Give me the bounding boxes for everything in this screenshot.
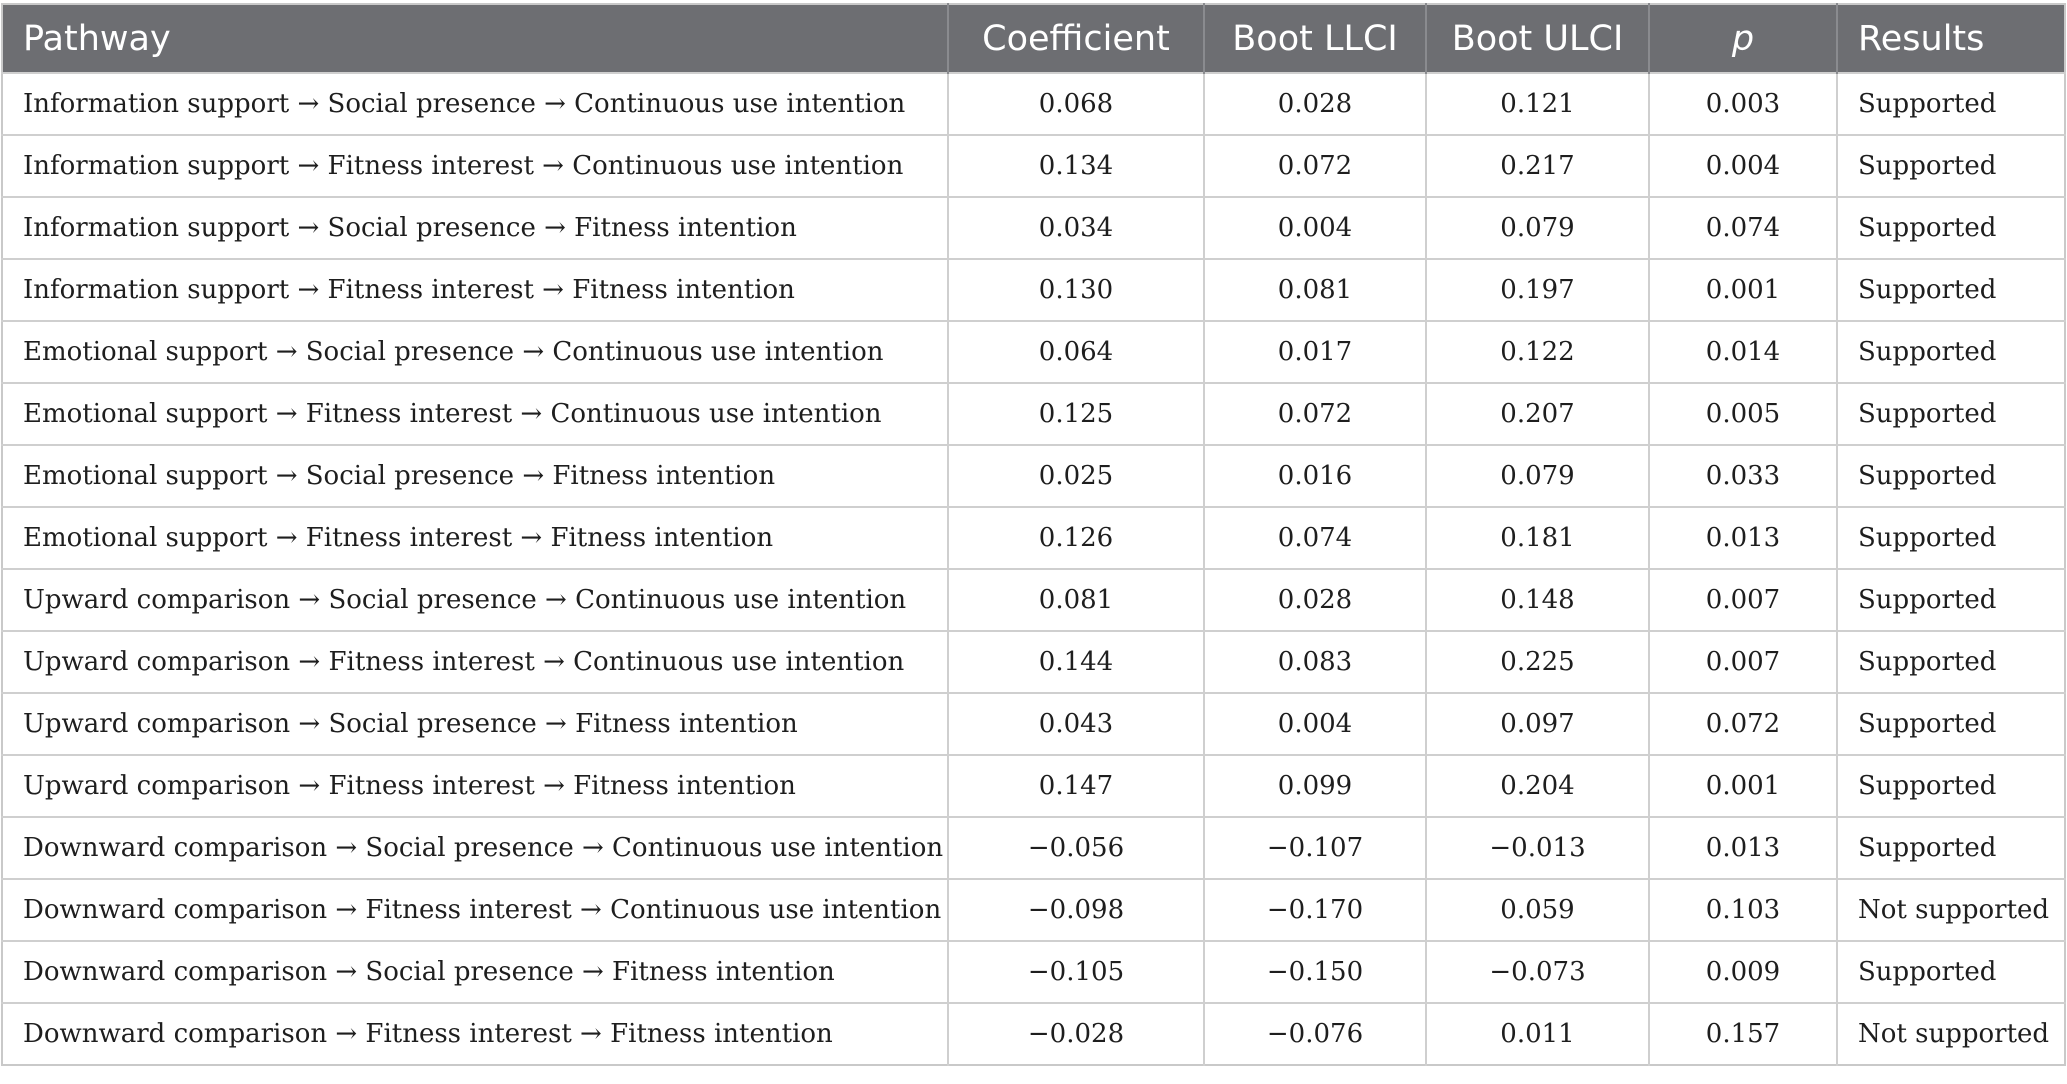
coefficient-cell: −0.098 (948, 879, 1204, 941)
pathway-cell: Downward comparison → Social presence → Continuous use intention (2, 817, 948, 879)
result-cell: Supported (1837, 631, 2065, 693)
coefficient-cell: 0.034 (948, 197, 1204, 259)
coefficient-cell: 0.081 (948, 569, 1204, 631)
table-body (2, 73, 2065, 1065)
boot-llci-cell: 0.004 (1204, 197, 1426, 259)
coefficient-cell: 0.144 (948, 631, 1204, 693)
boot-ulci-cell: 0.181 (1426, 507, 1649, 569)
header-boot-llci: Boot LLCI (1204, 4, 1426, 73)
p-value-cell: 0.009 (1649, 941, 1837, 1003)
p-value-cell: 0.007 (1649, 569, 1837, 631)
boot-llci-cell: 0.017 (1204, 321, 1426, 383)
pathway-cell: Emotional support → Fitness interest → Continuous use intention (2, 383, 948, 445)
result-cell: Not supported (1837, 879, 2065, 941)
table-row (2, 135, 2065, 197)
boot-llci-cell: 0.099 (1204, 755, 1426, 817)
boot-ulci-cell: −0.013 (1426, 817, 1649, 879)
table-row (2, 445, 2065, 507)
coefficient-cell: 0.130 (948, 259, 1204, 321)
boot-ulci-cell: 0.011 (1426, 1003, 1649, 1065)
table-row (2, 197, 2065, 259)
boot-llci-cell: 0.016 (1204, 445, 1426, 507)
p-value-cell: 0.013 (1649, 507, 1837, 569)
table-row (2, 321, 2065, 383)
p-value-cell: 0.001 (1649, 755, 1837, 817)
result-cell: Supported (1837, 755, 2065, 817)
pathway-cell: Upward comparison → Fitness interest → Continuous use intention (2, 631, 948, 693)
boot-llci-cell: −0.170 (1204, 879, 1426, 941)
result-cell: Supported (1837, 507, 2065, 569)
table-row (2, 879, 2065, 941)
result-cell: Not supported (1837, 1003, 2065, 1065)
coefficient-cell: −0.105 (948, 941, 1204, 1003)
coefficient-cell: 0.126 (948, 507, 1204, 569)
coefficient-cell: −0.056 (948, 817, 1204, 879)
pathway-cell: Emotional support → Fitness interest → Fitness intention (2, 507, 948, 569)
boot-ulci-cell: 0.217 (1426, 135, 1649, 197)
coefficient-cell: 0.043 (948, 693, 1204, 755)
pathway-cell: Downward comparison → Fitness interest → Fitness intention (2, 1003, 948, 1065)
pathway-cell: Downward comparison → Fitness interest → Continuous use intention (2, 879, 948, 941)
boot-ulci-cell: 0.148 (1426, 569, 1649, 631)
p-value-cell: 0.005 (1649, 383, 1837, 445)
coefficient-cell: 0.025 (948, 445, 1204, 507)
boot-llci-cell: 0.072 (1204, 135, 1426, 197)
header-row (2, 4, 2065, 73)
p-value-cell: 0.003 (1649, 73, 1837, 135)
table-row (2, 631, 2065, 693)
result-cell: Supported (1837, 321, 2065, 383)
result-cell: Supported (1837, 569, 2065, 631)
coefficient-cell: 0.125 (948, 383, 1204, 445)
boot-ulci-cell: 0.079 (1426, 197, 1649, 259)
table-row (2, 383, 2065, 445)
boot-llci-cell: 0.028 (1204, 569, 1426, 631)
boot-llci-cell: −0.150 (1204, 941, 1426, 1003)
result-cell: Supported (1837, 817, 2065, 879)
table-container (0, 3, 2067, 1066)
boot-llci-cell: 0.028 (1204, 73, 1426, 135)
p-value-cell: 0.074 (1649, 197, 1837, 259)
boot-llci-cell: 0.004 (1204, 693, 1426, 755)
header-boot-ulci: Boot ULCI (1426, 4, 1649, 73)
boot-ulci-cell: 0.225 (1426, 631, 1649, 693)
boot-llci-cell: −0.107 (1204, 817, 1426, 879)
boot-llci-cell: 0.081 (1204, 259, 1426, 321)
table-row (2, 569, 2065, 631)
boot-ulci-cell: 0.197 (1426, 259, 1649, 321)
header-coefficient: Coefficient (948, 4, 1204, 73)
table-row (2, 507, 2065, 569)
table-row (2, 755, 2065, 817)
result-cell: Supported (1837, 445, 2065, 507)
table-row (2, 73, 2065, 135)
table-row (2, 259, 2065, 321)
boot-ulci-cell: −0.073 (1426, 941, 1649, 1003)
mediation-results-table (1, 3, 2066, 1066)
p-value-cell: 0.014 (1649, 321, 1837, 383)
table-row (2, 941, 2065, 1003)
pathway-cell: Upward comparison → Social presence → Fitness intention (2, 693, 948, 755)
p-value-cell: 0.004 (1649, 135, 1837, 197)
boot-llci-cell: 0.083 (1204, 631, 1426, 693)
boot-ulci-cell: 0.059 (1426, 879, 1649, 941)
table-row (2, 693, 2065, 755)
boot-ulci-cell: 0.097 (1426, 693, 1649, 755)
header-results: Results (1837, 4, 2065, 73)
result-cell: Supported (1837, 73, 2065, 135)
result-cell: Supported (1837, 259, 2065, 321)
p-value-cell: 0.103 (1649, 879, 1837, 941)
pathway-cell: Upward comparison → Social presence → Continuous use intention (2, 569, 948, 631)
boot-llci-cell: 0.074 (1204, 507, 1426, 569)
pathway-cell: Emotional support → Social presence → Continuous use intention (2, 321, 948, 383)
p-value-cell: 0.072 (1649, 693, 1837, 755)
result-cell: Supported (1837, 135, 2065, 197)
table-row (2, 1003, 2065, 1065)
boot-llci-cell: −0.076 (1204, 1003, 1426, 1065)
result-cell: Supported (1837, 383, 2065, 445)
p-value-cell: 0.157 (1649, 1003, 1837, 1065)
boot-ulci-cell: 0.204 (1426, 755, 1649, 817)
header-pathway: Pathway (23, 18, 171, 59)
boot-ulci-cell: 0.207 (1426, 383, 1649, 445)
coefficient-cell: 0.134 (948, 135, 1204, 197)
boot-llci-cell: 0.072 (1204, 383, 1426, 445)
result-cell: Supported (1837, 693, 2065, 755)
boot-ulci-cell: 0.122 (1426, 321, 1649, 383)
p-value-cell: 0.007 (1649, 631, 1837, 693)
header-p: p (1649, 4, 1837, 73)
p-value-cell: 0.001 (1649, 259, 1837, 321)
pathway-cell: Information support → Social presence → Fitness intention (2, 197, 948, 259)
table-row (2, 817, 2065, 879)
pathway-cell: Information support → Social presence → Continuous use intention (2, 73, 948, 135)
pathway-cell: Downward comparison → Social presence → Fitness intention (2, 941, 948, 1003)
pathway-cell: Information support → Fitness interest → Fitness intention (2, 259, 948, 321)
result-cell: Supported (1837, 197, 2065, 259)
pathway-cell: Upward comparison → Fitness interest → Fitness intention (2, 755, 948, 817)
pathway-cell: Information support → Fitness interest → Continuous use intention (2, 135, 948, 197)
result-cell: Supported (1837, 941, 2065, 1003)
coefficient-cell: 0.064 (948, 321, 1204, 383)
coefficient-cell: 0.147 (948, 755, 1204, 817)
coefficient-cell: 0.068 (948, 73, 1204, 135)
coefficient-cell: −0.028 (948, 1003, 1204, 1065)
p-value-cell: 0.033 (1649, 445, 1837, 507)
pathway-cell: Emotional support → Social presence → Fitness intention (2, 445, 948, 507)
boot-ulci-cell: 0.121 (1426, 73, 1649, 135)
table-header (2, 4, 2065, 73)
p-value-cell: 0.013 (1649, 817, 1837, 879)
boot-ulci-cell: 0.079 (1426, 445, 1649, 507)
